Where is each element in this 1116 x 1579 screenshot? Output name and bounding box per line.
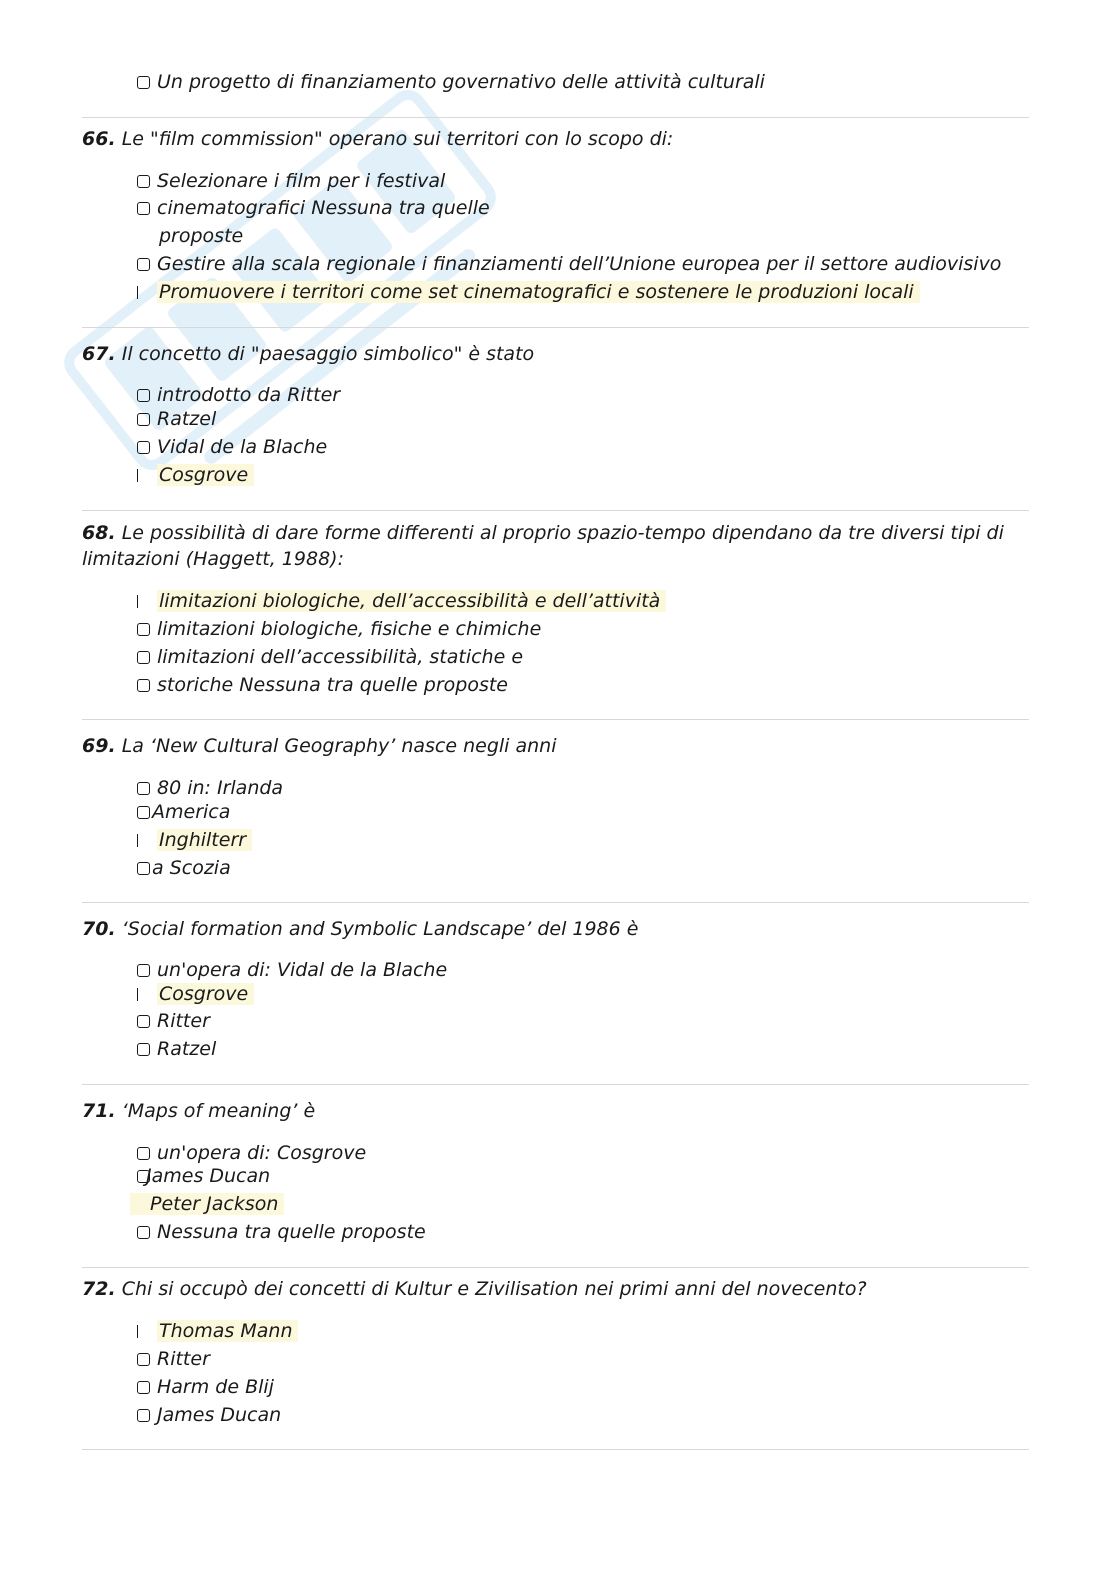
separator xyxy=(82,902,1029,903)
separator xyxy=(82,719,1029,720)
question-68: 68. Le possibilità di dare forme differenti al proprio spazio-tempo dipendano da tre diversi tipi di xyxy=(82,522,1004,544)
option-item[interactable]: Ratzel xyxy=(137,1037,216,1061)
question-67: 67. Il concetto di "paesaggio simbolico" è stato xyxy=(82,343,535,365)
option-item[interactable]: limitazioni biologiche, fisiche e chimiche xyxy=(137,617,541,641)
selected-mark-icon xyxy=(137,469,141,482)
option-item[interactable]: Ritter xyxy=(137,1347,210,1371)
question-70: 70. ‘Social formation and Symbolic Landscape’ del 1986 è xyxy=(82,918,639,940)
option-item-correct[interactable]: Inghilterr xyxy=(137,828,252,852)
option-item[interactable]: Ratzel xyxy=(137,407,216,431)
checkbox-icon[interactable] xyxy=(137,441,150,454)
option-item-correct[interactable]: Thomas Mann xyxy=(137,1319,298,1343)
option-item-correct[interactable]: Cosgrove xyxy=(137,463,254,487)
option-item-correct[interactable]: Peter Jackson xyxy=(130,1192,284,1216)
option-item[interactable]: 80 in: Irlanda xyxy=(137,776,283,800)
option-item[interactable]: Ritter xyxy=(137,1009,210,1033)
option-item[interactable]: un'opera di: Vidal de la Blache xyxy=(137,958,447,982)
checkbox-icon[interactable] xyxy=(137,679,150,692)
checkbox-icon[interactable] xyxy=(137,862,150,875)
separator xyxy=(82,327,1029,328)
option-item-correct[interactable]: Cosgrove xyxy=(137,982,254,1006)
selected-mark-icon xyxy=(137,988,141,1001)
option-item[interactable]: America xyxy=(137,800,230,824)
question-72: 72. Chi si occupò dei concetti di Kultur e Zivilisation nei primi anni del novecento? xyxy=(82,1278,867,1300)
checkbox-icon[interactable] xyxy=(137,76,150,89)
checkbox-icon[interactable] xyxy=(137,175,150,188)
selected-mark-icon xyxy=(137,1325,141,1338)
option-item[interactable]: cinematografici Nessuna tra quelle xyxy=(137,196,490,220)
checkbox-icon[interactable] xyxy=(137,1353,150,1366)
selected-mark-icon xyxy=(137,595,141,608)
option-item[interactable]: storiche Nessuna tra quelle proposte xyxy=(137,673,508,697)
checkbox-icon[interactable] xyxy=(137,1409,150,1422)
checkbox-icon[interactable] xyxy=(137,1147,150,1160)
option-item[interactable]: introdotto da Ritter xyxy=(137,383,340,407)
separator xyxy=(82,1267,1029,1268)
question-68-continuation: limitazioni (Haggett, 1988): xyxy=(82,548,344,570)
selected-mark-icon xyxy=(137,286,141,299)
option-continuation: proposte xyxy=(159,225,244,247)
separator xyxy=(82,117,1029,118)
checkbox-icon[interactable] xyxy=(137,1043,150,1056)
option-item[interactable]: Un progetto di finanziamento governativo delle attività culturali xyxy=(137,70,765,94)
option-item[interactable]: limitazioni dell’accessibilità, statiche e xyxy=(137,645,523,669)
option-item[interactable]: Selezionare i film per i festival xyxy=(137,169,445,193)
separator xyxy=(82,1084,1029,1085)
checkbox-icon[interactable] xyxy=(137,1015,150,1028)
checkbox-icon[interactable] xyxy=(137,202,150,215)
checkbox-icon[interactable] xyxy=(137,1381,150,1394)
separator xyxy=(82,510,1029,511)
option-item[interactable]: a Scozia xyxy=(137,856,231,880)
checkbox-icon[interactable] xyxy=(137,806,150,819)
option-item-correct[interactable]: Promuovere i territori come set cinematografici e sostenere le produzioni locali xyxy=(137,280,920,304)
option-item[interactable]: James Ducan xyxy=(137,1164,270,1188)
checkbox-icon[interactable] xyxy=(137,782,150,795)
question-69: 69. La ‘New Cultural Geography’ nasce negli anni xyxy=(82,735,557,757)
checkbox-icon[interactable] xyxy=(137,389,150,402)
option-item[interactable]: Nessuna tra quelle proposte xyxy=(137,1220,426,1244)
option-item[interactable]: un'opera di: Cosgrove xyxy=(137,1141,366,1165)
option-item[interactable]: Gestire alla scala regionale i finanziamenti dell’Unione europea per il settore audiovisivo xyxy=(137,252,1001,276)
option-item[interactable]: Vidal de la Blache xyxy=(137,435,327,459)
checkbox-icon[interactable] xyxy=(137,964,150,977)
checkbox-icon[interactable] xyxy=(137,651,150,664)
checkbox-icon[interactable] xyxy=(137,413,150,426)
question-66: 66. Le "film commission" operano sui territori con lo scopo di: xyxy=(82,128,674,150)
option-item[interactable]: Harm de Blij xyxy=(137,1375,274,1399)
checkbox-icon[interactable] xyxy=(137,258,150,271)
checkbox-icon[interactable] xyxy=(137,623,150,636)
question-71: 71. ‘Maps of meaning’ è xyxy=(82,1100,316,1122)
option-item-correct[interactable]: limitazioni biologiche, dell’accessibilità e dell’attività xyxy=(137,589,666,613)
selected-mark-icon xyxy=(137,834,141,847)
option-item[interactable]: James Ducan xyxy=(137,1403,281,1427)
checkbox-icon[interactable] xyxy=(137,1226,150,1239)
separator xyxy=(82,1449,1029,1450)
